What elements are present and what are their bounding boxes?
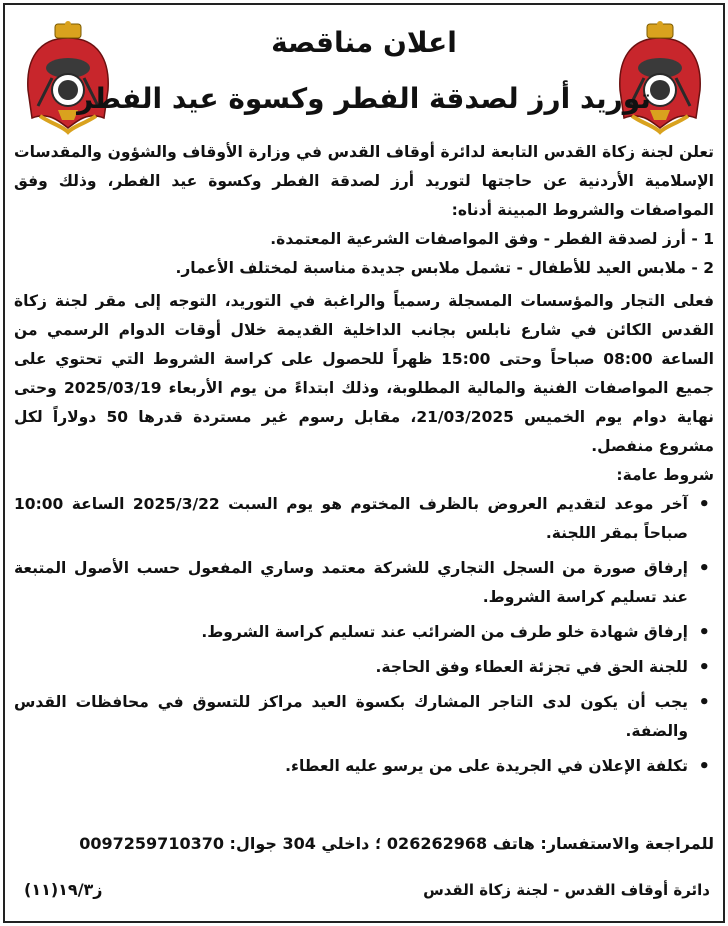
conditions-list bbox=[14, 490, 714, 781]
announcement-title: اعلان مناقصة bbox=[271, 26, 457, 59]
list-item: • يجب أن يكون لدى التاجر المشارك بكسوة العيد مراكز للتسوق في محافظات القدس والضفة. bbox=[14, 688, 688, 746]
signature: دائرة أوقاف القدس - لجنة زكاة القدس bbox=[423, 881, 710, 899]
list-item: • تكلفة الإعلان في الجريدة على من يرسو عليه العطاء. bbox=[14, 752, 688, 781]
announcement-subtitle: توريد أرز لصدقة الفطر وكسوة عيد الفطر bbox=[77, 82, 651, 115]
list-item: • إرفاق شهادة خلو طرف من الضرائب عند تسليم كراسة الشروط. bbox=[14, 618, 688, 647]
intro-paragraph: تعلن لجنة زكاة القدس التابعة لدائرة أوقاف القدس في وزارة الأوقاف والشؤون والمقدسات الإسلامية الأردنية عن حاجتها لتوريد أرز لصدقة الفطر وكسوة عيد الفطر، وذلك وفق المواصفات والشروط المبينة أدناه: bbox=[14, 143, 714, 219]
conditions-title: شروط عامة: bbox=[616, 466, 714, 484]
instructions-paragraph: فعلى التجار والمؤسسات المسجلة رسمياً والراغبة في التوريد، التوجه إلى مقر لجنة زكاة القدس الكائن في شارع نابلس بجانب الداخلية القديمة خلال أوقات الدوام الرسمي من الساعة 08:00 صباحاً وحتى 15:00 ظهراً للحصول على كراسة الشروط التي تحتوي على جميع المواصفات الفنية والمالية المطلوبة، وذلك ابتداءً من يوم الأربعاء 2025/03/19 وحتى نهاية دوام يوم الخميس 21/03/2025، مقابل رسوم غير مستردة قدرها 50 دولاراً لكل مشروع منفصل. bbox=[14, 292, 714, 455]
item-rice: 1 - أرز لصدقة الفطر - وفق المواصفات الشرعية المعتمدة. bbox=[270, 230, 714, 248]
announcement-body bbox=[14, 138, 714, 787]
list-item: • للجنة الحق في تجزئة العطاء وفق الحاجة. bbox=[14, 653, 688, 682]
contact-info: للمراجعة والاستفسار: هاتف 026262968 ؛ داخلي 304 جوال: 0097259710370 bbox=[79, 834, 714, 853]
list-item: • إرفاق صورة من السجل التجاري للشركة معتمد وساري المفعول حسب الأصول المتبعة عند تسليم كراسة الشروط. bbox=[14, 554, 688, 612]
list-item: • آخر موعد لتقديم العروض بالظرف المختوم هو يوم السبت 2025/3/22 الساعة 10:00 صباحاً بمقر اللجنة. bbox=[14, 490, 688, 548]
reference-number: ز١٩/٣(١١) bbox=[24, 880, 103, 899]
item-clothes: 2 - ملابس العيد للأطفال - تشمل ملابس جديدة مناسبة لمختلف الأعمار. bbox=[175, 259, 714, 277]
